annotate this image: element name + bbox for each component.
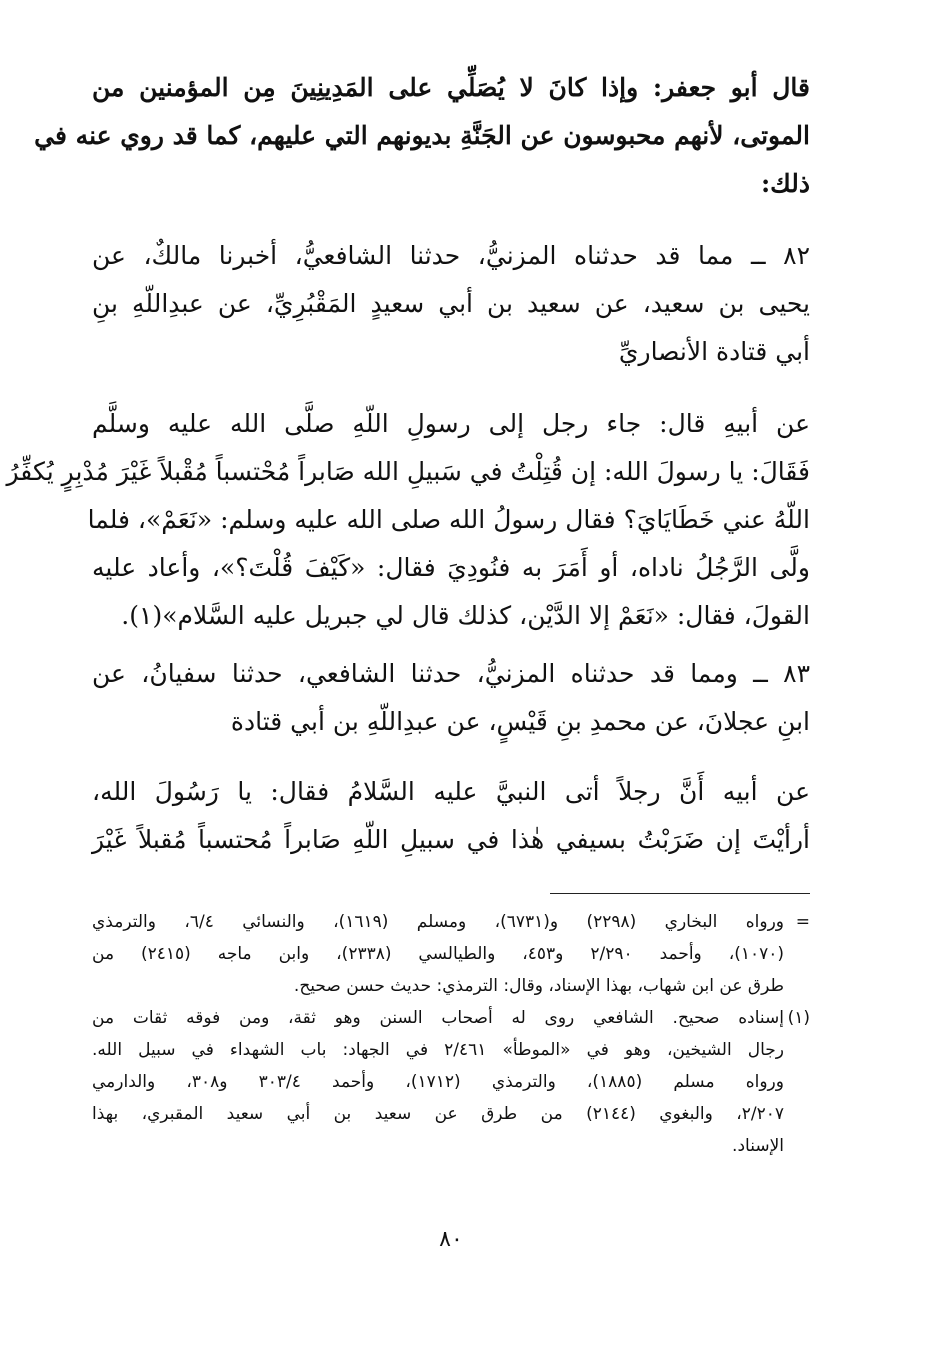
hadith-82-isnad <box>92 232 810 376</box>
footnote-line <box>92 1002 810 1034</box>
text-line: اللّهُ عني خَطَايَايَ؟ فقال رسولُ الله صلى الله عليه وسلم: «نَعَمْ»، فلما <box>87 505 810 534</box>
text-line: فَقَالَ: يا رسولَ الله: إن قُتِلْتُ في سَبيلِ الله صَابراً مُحْتسباً مُقْبلاً غَيْرَ مُدْبِرٍ يُكفِّرُ <box>6 457 810 486</box>
text-line: ٨٢ ــ مما قد حدثناه المزنيُّ، حدثنا الشافعيُّ، أخبرنا مالكٌ، عن <box>92 241 810 270</box>
text-line: قال أبو جعفر: وإذا كانَ لا يُصَلِّي على المَدِينِينَ مِن المؤمنين من <box>92 73 810 102</box>
footnote-line: ورواه مسلم (١٨٨٥)، والترمذي (١٧١٢)، وأحمد ٣٠٣/٤ و٣٠٨، والدارمي <box>92 1072 784 1092</box>
page-number: ٨٠ <box>439 1227 463 1252</box>
text-line: الموتى، لأنهم محبوسون عن الجَنَّةِ بديونهم التي عليهم، كما قد روي عنه في <box>34 121 810 150</box>
text-line: ٨٣ ــ ومما قد حدثناه المزنيُّ، حدثنا الشافعي، حدثنا سفيانُ، عن <box>92 659 810 688</box>
footnote-line: (١٠٧٠)، وأحمد ٢/٢٩٠ و٤٥٣، والطيالسي (٢٣٣٨)، وابن ماجه (٢٤١٥) من <box>92 944 785 964</box>
footnotes <box>92 906 810 1162</box>
hadith-83-matn <box>92 768 810 864</box>
text-line: أبي قتادة الأنصاريِّ <box>618 337 810 366</box>
footnote-divider <box>550 893 810 894</box>
text-line: عن أبيه أَنَّ رجلاً أتى النبيَّ عليه السَّلامُ فقال: يا رَسُولَ الله، <box>92 777 810 806</box>
text-line: أرأيْتَ إن ضَرَبْتُ بسيفي هٰذا في سبيلِ اللّهِ صَابراً مُحتسباً مُقبلاً غَيْرَ <box>92 825 810 854</box>
footnote-line: الإسناد. <box>732 1136 784 1156</box>
text-line: يحيى بن سعيد، عن سعيد بن أبي سعيدٍ المَقْبُرِيِّ، عن عبدِاللّهِ بنِ <box>92 289 810 318</box>
footnote-continuation-marker: = <box>795 912 811 932</box>
hadith-83-isnad <box>92 650 810 746</box>
footnote-line: رجال الشيخين، وهو في «الموطأ» ٢/٤٦١ في الجهاد: باب الشهداء في سبيل الله. <box>92 1040 784 1060</box>
footnote-line <box>92 906 810 938</box>
footnote-line: ٢/٢٠٧، والبغوي (٢١٤٤) من طرق عن سعيد بن أبي سعيد المقبري، بهذا <box>92 1104 784 1124</box>
paragraph-abu-jafar <box>34 64 810 208</box>
text-line: ذلك: <box>760 169 810 198</box>
text-line: ولَّى الرَّجُلُ ناداه، أو أَمَرَ به فنُودِيَ فقال: «كَيْفَ قُلْتَ؟»، وأعاد عليه <box>92 553 810 582</box>
footnote-line: طرق عن ابن شهاب، بهذا الإسناد، وقال: الترمذي: حديث حسن صحيح. <box>293 976 784 996</box>
text-line: القولَ، فقال: «نَعَمْ إلا الدَّيْن، كذلك قال لي جبريل عليه السَّلام»(١). <box>121 601 810 630</box>
text-line: ابنِ عجلانَ، عن محمدِ بنِ قَيْسٍ، عن عبدِاللّهِ بن أبي قتادة <box>230 707 810 736</box>
book-page <box>6 56 811 1326</box>
hadith-82-matn <box>6 400 810 640</box>
footnote-marker: (١) <box>787 1008 810 1028</box>
footnote-text: إسناده صحيح. الشافعي روى له أصحاب السنن وهو ثقة، ومن فوقه ثقات من <box>92 1008 784 1028</box>
text-line: عن أبيهِ قال: جاء رجل إلى رسولِ اللّهِ صلَّى الله عليه وسلَّم <box>92 409 810 438</box>
footnote-text: ورواه البخاري (٢٢٩٨) و(٦٧٣١)، ومسلم (١٦١٩)، والنسائي ٦/٤، والترمذي <box>92 912 785 932</box>
